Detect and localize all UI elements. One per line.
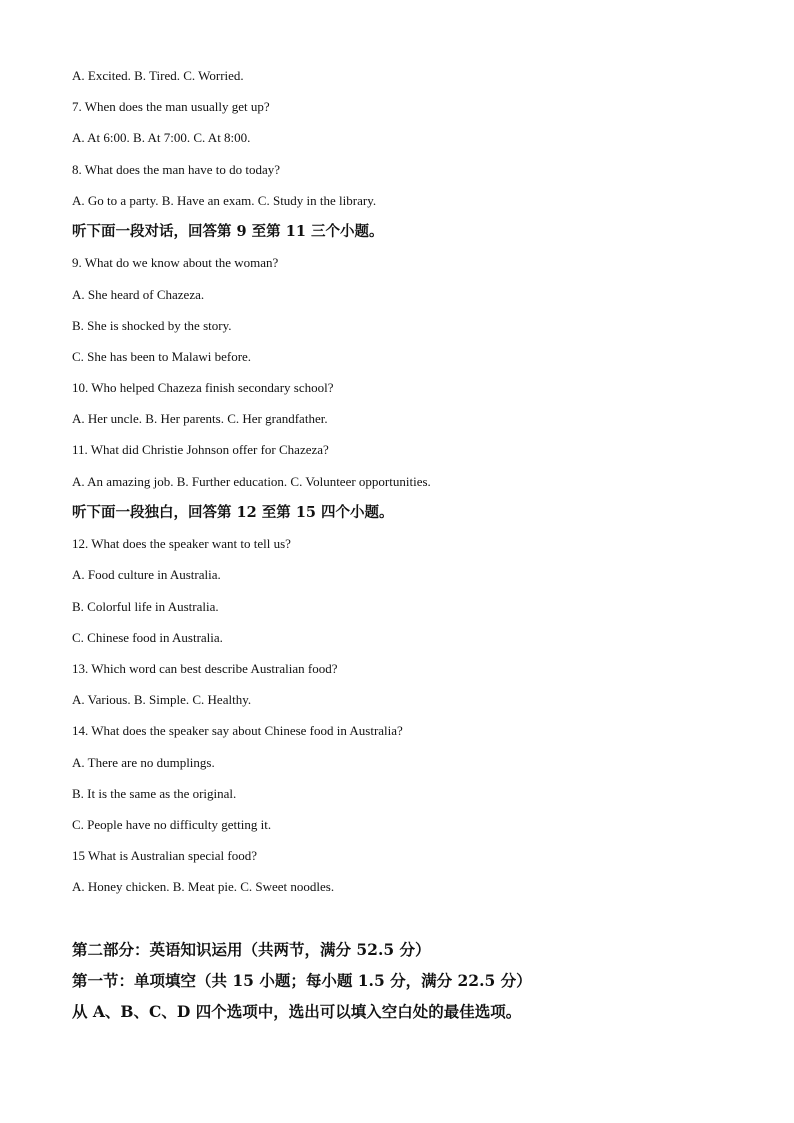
part-two-heading: 第二部分：英语知识运用（共两节，满分 52.5 分） [72,940,431,959]
q12-option-a: A. Food culture in Australia. [72,567,221,582]
q14-option-a: A. There are no dumplings. [72,755,215,770]
q14-option-c: C. People have no difficulty getting it. [72,817,272,832]
q15-options: A. Honey chicken. B. Meat pie. C. Sweet noodles. [72,879,335,894]
q13-question: 13. Which word can best describe Australian food? [72,661,338,676]
monologue-heading-12-15: 听下面一段独白，回答第 12 至第 15 四个小题。 [72,504,394,521]
q11-question: 11. What did Christie Johnson offer for Chazeza? [72,442,329,457]
q7-question: 7. When does the man usually get up? [72,99,270,114]
q6-options: A. Excited. B. Tired. C. Worried. [72,68,244,83]
q9-option-a: A. She heard of Chazeza. [72,287,205,302]
q11-options: A. An amazing job. B. Further education. C. Volunteer opportunities. [72,474,431,489]
q12-option-b: B. Colorful life in Australia. [72,599,219,614]
q15-question: 15 What is Australian special food? [72,848,257,863]
dialogue-heading-9-11: 听下面一段对话，回答第 9 至第 11 三个小题。 [72,223,384,240]
q13-options: A. Various. B. Simple. C. Healthy. [72,692,252,707]
q9-option-b: B. She is shocked by the story. [72,318,232,333]
q8-options: A. Go to a party. B. Have an exam. C. Study in the library. [72,193,377,208]
q9-question: 9. What do we know about the woman? [72,255,279,270]
q7-options: A. At 6:00. B. At 7:00. C. At 8:00. [72,130,251,145]
q9-option-c: C. She has been to Malawi before. [72,349,252,364]
section-one-heading: 第一节：单项填空（共 15 小题；每小题 1.5 分，满分 22.5 分） [72,971,532,990]
q10-question: 10. Who helped Chazeza finish secondary school? [72,380,334,395]
q12-option-c: C. Chinese food in Australia. [72,630,223,645]
q10-options: A. Her uncle. B. Her parents. C. Her grandfather. [72,411,328,426]
q8-question: 8. What does the man have to do today? [72,162,281,177]
q12-question: 12. What does the speaker want to tell us? [72,536,291,551]
q14-option-b: B. It is the same as the original. [72,786,237,801]
section-one-instructions: 从 A、B、C、D 四个选项中，选出可以填入空白处的最佳选项。 [72,1002,522,1021]
q14-question: 14. What does the speaker say about Chinese food in Australia? [72,723,403,738]
